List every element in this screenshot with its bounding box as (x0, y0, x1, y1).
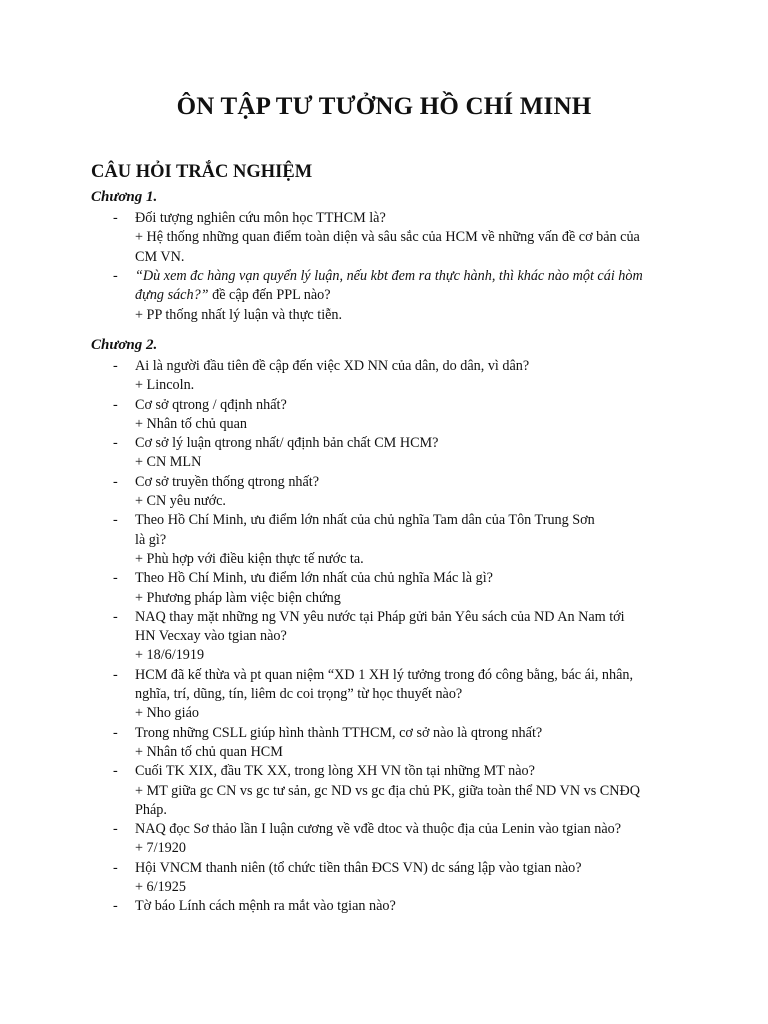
question-block (135, 396, 680, 435)
list-bullet: - (113, 666, 118, 683)
question-text: Đối tượng nghiên cứu môn học TTHCM là? (135, 210, 386, 226)
list-bullet: - (113, 821, 118, 838)
answer-text: + Lincoln. (135, 377, 195, 394)
quote-text: đựng sách?” (135, 287, 209, 304)
list-bullet: - (113, 859, 118, 876)
list-bullet: - (113, 763, 118, 780)
answer-text: + Phù hợp với điều kiện thực tế nước ta. (135, 550, 364, 567)
question-text: HN Vecxay vào tgian nào? (135, 628, 287, 645)
question-text: Trong những CSLL giúp hình thành TTHCM, cơ sở nào là qtrong nhất? (135, 724, 543, 741)
answer-text: + Phương pháp làm việc biện chứng (135, 589, 341, 606)
question-text: Cơ sở truyền thống qtrong nhất? (135, 473, 320, 490)
list-bullet: - (113, 570, 118, 587)
answer-text: + MT giữa gc CN vs gc tư sản, gc ND vs gc địa chủ PK, giữa toàn thể ND VN vs CNĐQ (135, 782, 640, 799)
list-bullet: - (113, 608, 118, 625)
question-block (135, 434, 680, 473)
question-text: đề cập đến PPL nào? (208, 287, 331, 304)
answer-text: + Nhân tố chủ quan (135, 415, 248, 432)
question-text: là gì? (135, 531, 167, 548)
quote-text: “Dù xem đc hàng vạn quyển lý luận, nếu kbt đem ra thực hành, thì khác nào một cái hòm (135, 268, 643, 284)
question-block (135, 569, 680, 608)
question-block (135, 724, 680, 763)
list-bullet: - (113, 268, 118, 284)
answer-text: + 18/6/1919 (135, 647, 205, 664)
question-text: Pháp. (135, 801, 167, 818)
question-text: nghĩa, trí, dũng, tín, liêm dc coi trọng” từ học thuyết nào? (135, 686, 463, 703)
question-block (135, 859, 680, 898)
answer-text: + Nhân tố chủ quan HCM (135, 743, 283, 760)
list-bullet: - (113, 473, 118, 490)
question-block (135, 357, 680, 396)
question-block (135, 608, 680, 666)
question-block (135, 897, 680, 916)
list-bullet: - (113, 210, 118, 226)
answer-text: + CN MLN (135, 454, 202, 471)
list-bullet: - (113, 358, 118, 374)
question-text: Cuối TK XIX, đầu TK XX, trong lòng XH VN tồn tại những MT nào? (135, 763, 535, 780)
section-heading: CÂU HỎI TRẮC NGHIỆM (91, 162, 313, 182)
answer-text: + PP thống nhất lý luận và thực tiễn. (135, 306, 343, 323)
question-text: NAQ thay mặt những ng VN yêu nước tại Pháp gửi bản Yêu sách của ND An Nam tới (135, 608, 625, 625)
question-text: NAQ đọc Sơ thảo lần I luận cương về vđề dtoc và thuộc địa của Lenin vào tgian nào? (135, 821, 622, 838)
answer-text: + Hệ thống những quan điểm toàn diện và sâu sắc của HCM về những vấn đề cơ bản của (135, 229, 640, 246)
list-bullet: - (113, 435, 118, 452)
answer-text: + 6/1925 (135, 879, 186, 896)
question-text: Cơ sở qtrong / qđịnh nhất? (135, 396, 287, 413)
question-block (135, 762, 680, 820)
question-block (135, 209, 680, 267)
question-text: Cơ sở lý luận qtrong nhất/ qđịnh bản chất CM HCM? (135, 435, 439, 452)
chapter-heading-2: Chương 2. (91, 337, 158, 353)
question-block (135, 267, 680, 325)
answer-text: + Nho giáo (135, 705, 199, 722)
question-text: Hội VNCM thanh niên (tổ chức tiền thân ĐCS VN) dc sáng lập vào tgian nào? (135, 859, 582, 876)
question-block (135, 820, 680, 859)
question-text: Tờ báo Lính cách mệnh ra mắt vào tgian nào? (135, 898, 396, 915)
answer-text: CM VN. (135, 248, 185, 265)
list-bullet: - (113, 898, 118, 915)
list-bullet: - (113, 512, 118, 529)
question-block (135, 666, 680, 724)
list-bullet: - (113, 396, 118, 413)
question-text: HCM đã kế thừa và pt quan niệm “XD 1 XH lý tưởng trong đó công bằng, bác ái, nhân, (135, 666, 634, 683)
question-text: Theo Hồ Chí Minh, ưu điểm lớn nhất của chủ nghĩa Tam dân của Tôn Trung Sơn (135, 512, 595, 529)
answer-text: + 7/1920 (135, 840, 186, 857)
document-title: ÔN TẬP TƯ TƯỞNG HỒ CHÍ MINH (176, 93, 592, 120)
question-block (135, 473, 680, 512)
chapter-heading-1: Chương 1. (91, 189, 158, 205)
answer-text: + CN yêu nước. (135, 493, 226, 510)
question-block (135, 511, 680, 569)
list-bullet: - (113, 724, 118, 741)
question-text: Theo Hồ Chí Minh, ưu điểm lớn nhất của chủ nghĩa Mác là gì? (135, 570, 493, 587)
question-text: Ai là người đầu tiên đề cập đến việc XD NN của dân, do dân, vì dân? (135, 358, 530, 374)
